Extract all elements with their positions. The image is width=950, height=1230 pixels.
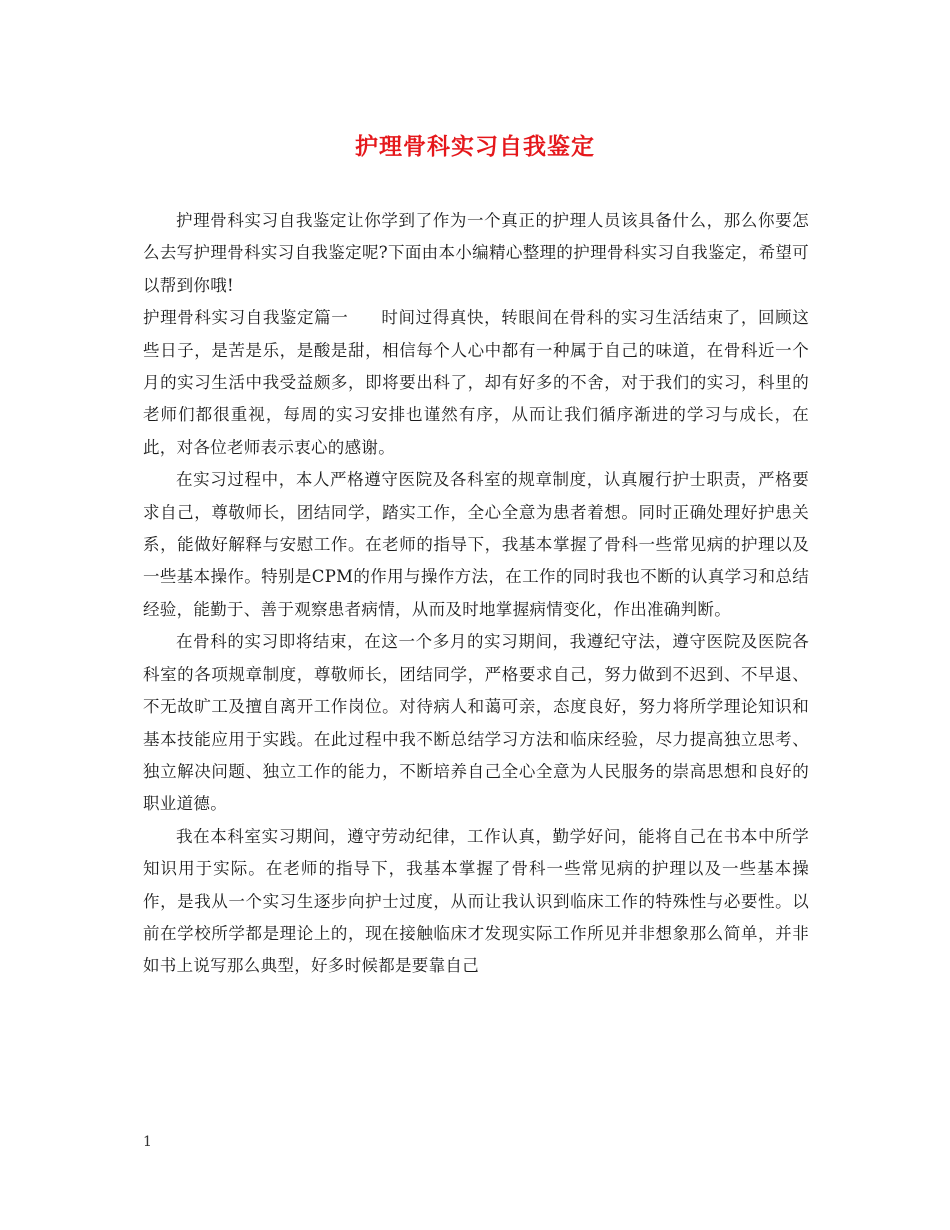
intro-paragraph: 护理骨科实习自我鉴定让你学到了作为一个真正的护理人员该具备什么，那么你要怎么去写护理骨科实习自我鉴定呢?下面由本小编精心整理的护理骨科实习自我鉴定，希望可以帮到你哦! xyxy=(143,211,809,295)
page-number: 1 xyxy=(143,1134,152,1150)
section-first-text: 时间过得真快，转眼间在骨科的实习生活结束了，回顾这些日子，是苦是乐，是酸是甜，相信每个人心中都有一种属于自己的味道，在骨科近一个月的实习生活中我受益颇多，即将要出科了，却有好多的不舍，对于我们的实习，科里的老师们都很重视，每周的实习安排也谨然有序，从而让我们循序渐进的学习与成长，在此，对各位老师表示衷心的感谢。 xyxy=(143,308,809,457)
body-paragraph: 在骨科的实习即将结束，在这一个多月的实习期间，我遵纪守法，遵守医院及医院各科室的各项规章制度，尊敬师长，团结同学，严格要求自己，努力做到不迟到、不早退、不无故旷工及擅自离开工作岗位。对待病人和蔼可亲，态度良好，努力将所学理论知识和基本技能应用于实践。在此过程中我不断总结学习方法和临床经验，尽力提高独立思考、独立解决问题、独立工作的能力，不断培养自己全心全意为人民服务的崇高思想和良好的职业道德。 xyxy=(143,632,809,814)
section-heading: 护理骨科实习自我鉴定篇一 xyxy=(143,308,349,328)
body-paragraph: 在实习过程中，本人严格遵守医院及各科室的规章制度，认真履行护士职责，严格要求自己，尊敬师长，团结同学，踏实工作，全心全意为患者着想。同时正确处理好护患关系，能做好解释与安慰工作。在老师的指导下，我基本掌握了骨科一些常见病的护理以及一些基本操作。特别是CPM的作用与操作方法，在工作的同时我也不断的认真学习和总结经验，能勤于、善于观察患者病情，从而及时地掌握病情变化，作出准确判断。 xyxy=(143,470,809,619)
document-title: 护理骨科实习自我鉴定 xyxy=(355,133,595,160)
body-paragraph: 我在本科室实习期间，遵守劳动纪律，工作认真，勤学好问，能将自己在书本中所学知识用于实际。在老师的指导下，我基本掌握了骨科一些常见病的护理以及一些基本操作，是我从一个实习生逐步向护士过度，从而让我认识到临床工作的特殊性与必要性。以前在学校所学都是理论上的，现在接触临床才发现实际工作所见并非想象那么简单，并非如书上说写那么典型，好多时候都是要靠自己 xyxy=(143,826,809,976)
document-body xyxy=(143,205,809,983)
section-first-paragraph xyxy=(143,302,809,464)
